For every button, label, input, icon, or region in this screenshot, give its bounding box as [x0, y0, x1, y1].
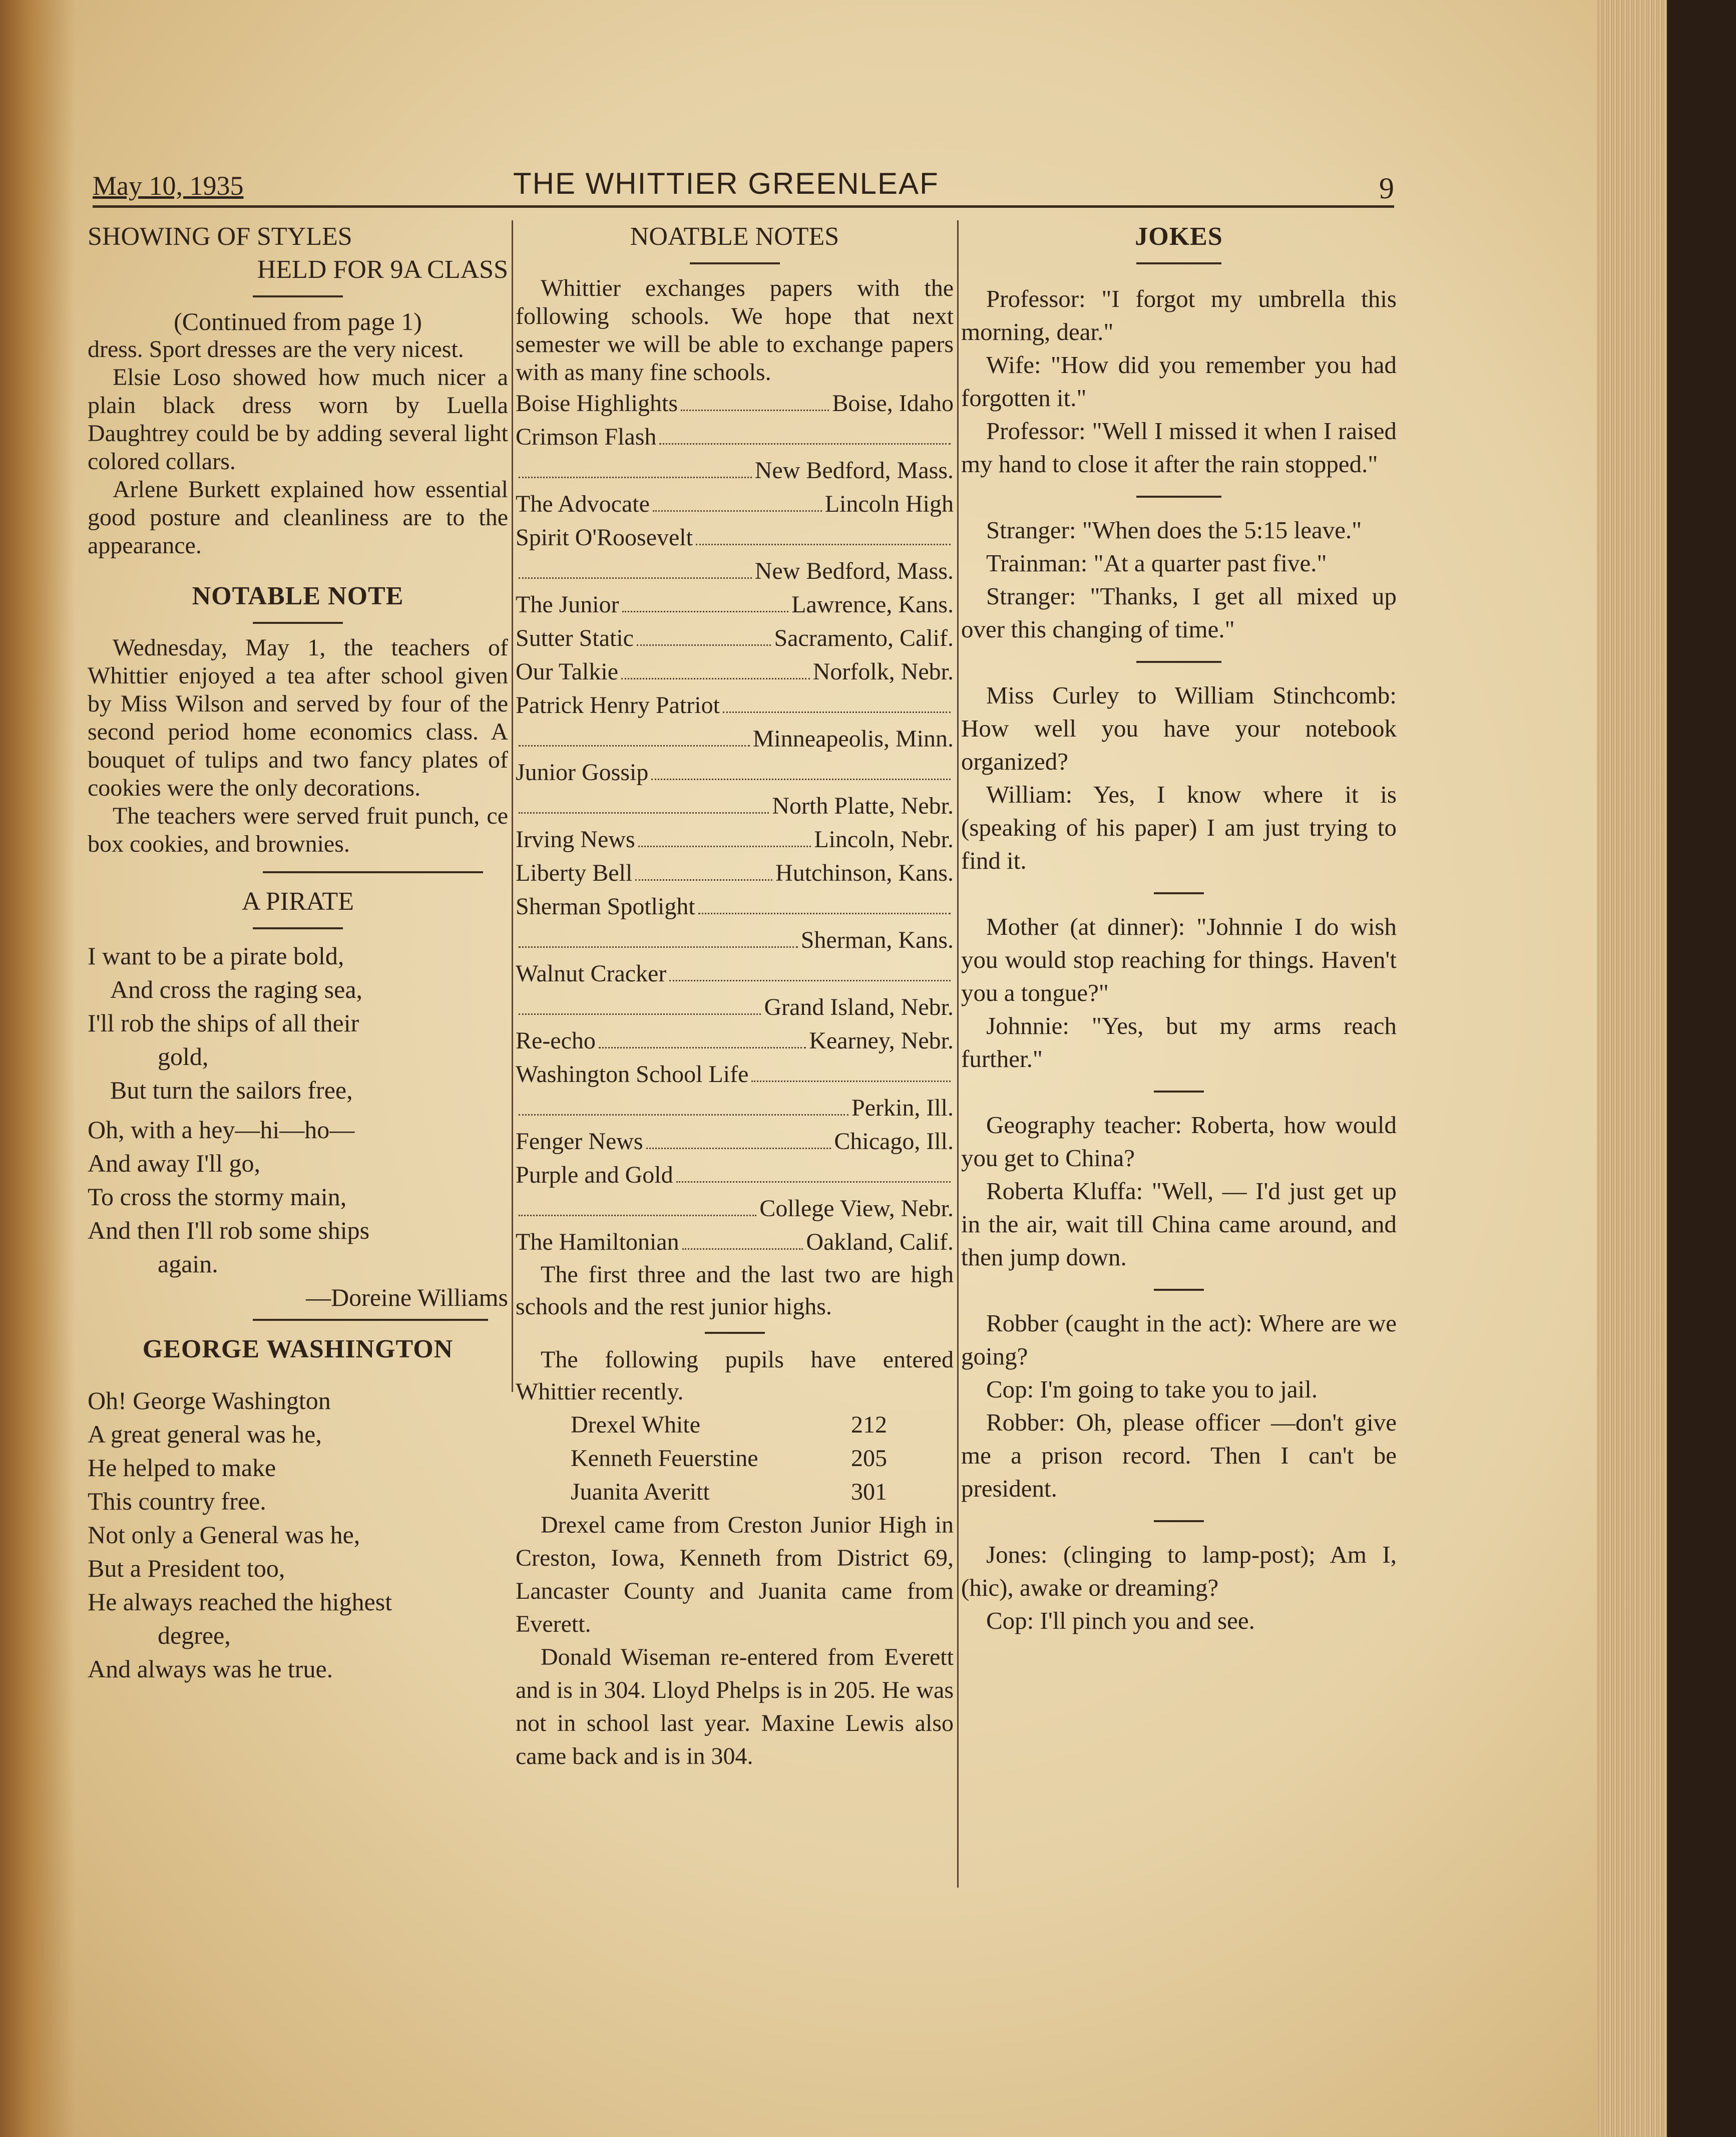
exchange-row — [516, 1125, 954, 1158]
joke-line: Cop: I'll pinch you and see. — [986, 1607, 1255, 1634]
exchange-row — [516, 957, 954, 990]
joke-line: Johnnie: "Yes, but my arms reach further." — [961, 1012, 1397, 1073]
jokes-title: JOKES — [1135, 222, 1223, 251]
exchange-row — [516, 890, 954, 923]
exchange-paper-name: Crimson Flash — [516, 424, 657, 450]
dot-leader — [622, 588, 789, 612]
exchange-row — [516, 856, 954, 890]
exchange-city: Kearney, Nebr. — [809, 1027, 954, 1054]
dot-leader — [659, 420, 951, 445]
joke-line: Stranger: "Thanks, I get all mixed up over this changing of time." — [961, 582, 1397, 643]
exchange-city: Boise, Idaho — [832, 390, 954, 417]
joke — [961, 910, 1397, 1076]
joke-line: Professor: "Well I missed it when I raised my hand to close it after the rain stopped." — [961, 417, 1397, 478]
exchange-row — [516, 1024, 954, 1057]
column-3 — [961, 220, 1397, 1637]
exchange-city: College View, Nebr. — [759, 1195, 954, 1222]
exchange-row — [516, 688, 954, 722]
title-rule — [690, 262, 780, 264]
exchange-row — [516, 454, 954, 487]
pupil-name: Juanita Averitt — [571, 1479, 710, 1505]
article-notable-note — [88, 580, 508, 858]
washington-title: GEORGE WASHINGTON — [142, 1335, 454, 1363]
exchange-paper-name: Irving News — [516, 826, 635, 853]
exchange-city: Lincoln High — [824, 491, 954, 517]
poem-author: —Doreine Williams — [306, 1283, 508, 1311]
exchange-paper-name: Our Talkie — [516, 658, 619, 685]
styles-paragraph: Elsie Loso showed how much nicer a plain black dress worn by Luella Daughtrey could be by adding several light colored collars. — [88, 364, 508, 475]
noatble-notes-title: NOATBLE NOTES — [630, 222, 839, 251]
section-rule — [263, 871, 483, 873]
dot-leader — [519, 789, 769, 814]
pupils-intro: The following pupils have entered Whittier recently. — [516, 1346, 954, 1405]
joke-separator — [1154, 892, 1204, 894]
exchange-row — [516, 1057, 954, 1091]
exchange-paper-name: Boise Highlights — [516, 390, 678, 417]
joke — [961, 514, 1397, 646]
dot-leader — [519, 554, 752, 579]
poem-line: again. — [158, 1250, 218, 1278]
article-styles — [88, 220, 508, 560]
poem-line: And away I'll go, — [88, 1149, 261, 1177]
joke-line: William: Yes, I know where it is (speaking of his paper) I am just trying to find it. — [961, 781, 1397, 874]
pupils-paragraph: Drexel came from Creston Junior High in Creston, Iowa, Kenneth from District 69, Lancaster County and Juanita came from Everett. — [516, 1512, 954, 1637]
issue-date: May 10, 1935 — [93, 171, 244, 201]
exchange-city: Minneapeolis, Minn. — [752, 726, 954, 752]
pupil-room: 212 — [851, 1411, 887, 1438]
title-rule — [253, 295, 343, 297]
exchange-row — [516, 1158, 954, 1192]
exchange-row — [516, 990, 954, 1024]
column-1 — [88, 220, 508, 1686]
joke-line: Stranger: "When does the 5:15 leave." — [986, 516, 1362, 544]
dot-leader — [646, 1125, 831, 1149]
page-number: 9 — [1379, 172, 1394, 205]
pupil-room: 205 — [851, 1445, 887, 1472]
dot-leader — [723, 688, 951, 713]
exchange-city: Norfolk, Nebr. — [812, 658, 954, 685]
joke-line: Professor: "I forgot my umbrella this morning, dear." — [961, 285, 1397, 345]
poem-line: This country free. — [88, 1487, 266, 1515]
poem-line: And then I'll rob some ships — [88, 1216, 370, 1244]
joke-separator — [1154, 1091, 1204, 1093]
pupil-room: 301 — [851, 1479, 887, 1505]
column-divider-1 — [512, 220, 513, 1392]
exchange-row — [516, 722, 954, 756]
exchange-city: Oakland, Calif. — [806, 1229, 954, 1255]
exchange-row — [516, 1225, 954, 1259]
poem-line: He helped to make — [88, 1454, 276, 1482]
joke-separator — [1136, 661, 1221, 663]
dot-leader — [696, 521, 951, 545]
joke-separator — [1154, 1289, 1204, 1291]
pupil-row — [516, 1475, 954, 1509]
joke-line: Roberta Kluffa: "Well, — I'd just get up in the air, wait till China came around, and then jump down. — [961, 1177, 1397, 1271]
title-rule — [253, 927, 343, 929]
poem-line: But turn the sailors free, — [110, 1076, 353, 1104]
notable-note-title: NOTABLE NOTE — [192, 582, 404, 610]
exchange-intro: Whittier exchanges papers with the following schools. We hope that next semester we will be able to exchange papers with as many fine schools. — [516, 275, 954, 386]
styles-title-line1: SHOWING OF STYLES — [88, 222, 352, 251]
exchange-row — [516, 923, 954, 957]
column-divider-2 — [957, 220, 959, 1888]
dot-leader — [621, 655, 810, 679]
continued-note: (Continued from page 1) — [174, 307, 422, 335]
styles-paragraph: dress. Sport dresses are the very nicest. — [88, 336, 464, 363]
dot-leader — [519, 454, 752, 478]
poem-line: A great general was he, — [88, 1420, 322, 1448]
exchange-row — [516, 521, 954, 554]
exchange-row — [516, 588, 954, 621]
exchange-row — [516, 554, 954, 588]
dot-leader — [519, 923, 798, 948]
joke-separator — [1136, 496, 1221, 498]
poem-line: I'll rob the ships of all their — [88, 1009, 359, 1037]
exchange-city: Hutchinson, Kans. — [775, 860, 954, 886]
joke — [961, 282, 1397, 481]
exchange-paper-name: Junior Gossip — [516, 759, 649, 786]
exchange-paper-name: Sutter Static — [516, 625, 634, 651]
dot-leader — [751, 1057, 951, 1082]
exchange-paper-name: Washington School Life — [516, 1061, 749, 1088]
joke-separator — [1154, 1520, 1204, 1522]
dot-leader — [638, 823, 811, 847]
poem-line: I want to be a pirate bold, — [88, 942, 344, 970]
pupils-paragraph: Donald Wiseman re-entered from Everett and is in 304. Lloyd Phelps is in 205. He was not in school last year. Maxine Lewis also came back and is in 304. — [516, 1644, 954, 1769]
exchange-paper-name: Liberty Bell — [516, 860, 633, 886]
exchange-paper-name: Walnut Cracker — [516, 960, 667, 987]
joke — [961, 1307, 1397, 1505]
exchange-row — [516, 1091, 954, 1125]
dot-leader — [698, 890, 951, 914]
exchange-row — [516, 387, 954, 420]
pupil-row — [516, 1408, 954, 1442]
header-rule — [93, 205, 1394, 208]
exchange-city: Perkin, Ill. — [851, 1095, 954, 1121]
exchange-row — [516, 487, 954, 521]
exchange-row — [516, 655, 954, 688]
joke-line: Trainman: "At a quarter past five." — [986, 549, 1327, 577]
poem-line: degree, — [158, 1621, 231, 1649]
exchange-city: Lincoln, Nebr. — [814, 826, 954, 853]
page-header — [93, 167, 1394, 215]
dot-leader — [635, 856, 772, 881]
joke-line: Cop: I'm going to take you to jail. — [986, 1375, 1318, 1403]
newspaper-title: THE WHITTIER GREENLEAF — [513, 167, 939, 200]
dot-leader — [651, 756, 951, 780]
jokes-list — [961, 282, 1397, 1637]
joke — [961, 1109, 1397, 1274]
dot-leader — [519, 990, 761, 1015]
exchange-city: Sherman, Kans. — [800, 927, 954, 953]
exchange-city: Grand Island, Nebr. — [764, 994, 954, 1020]
poem-line: And cross the raging sea, — [110, 975, 363, 1003]
pupil-row — [516, 1442, 954, 1475]
page-edge-stack — [1597, 0, 1667, 2137]
dot-leader — [519, 1091, 848, 1116]
exchange-paper-name: The Hamiltonian — [516, 1229, 679, 1255]
joke-line: Wife: "How did you remember you had forgotten it." — [961, 351, 1397, 412]
title-rule — [253, 622, 343, 624]
column-2 — [516, 220, 954, 1773]
poem-line: Not only a General was he, — [88, 1521, 360, 1549]
joke — [961, 679, 1397, 877]
dot-leader — [682, 1225, 803, 1250]
exchange-row — [516, 621, 954, 655]
joke-line: Jones: (clinging to lamp-post); Am I, (hic), awake or dreaming? — [961, 1541, 1397, 1601]
joke — [961, 1538, 1397, 1637]
joke-line: Robber: Oh, please officer —don't give me a prison record. Then I can't be president. — [961, 1408, 1397, 1502]
dot-leader — [681, 387, 829, 411]
poem-line: To cross the stormy main, — [88, 1183, 347, 1211]
dot-leader — [599, 1024, 806, 1048]
exchange-city: Chicago, Ill. — [834, 1128, 954, 1155]
notable-paragraph: The teachers were served fruit punch, ce box cookies, and brownies. — [88, 803, 508, 857]
dot-leader — [669, 957, 951, 981]
poem-line: gold, — [158, 1042, 209, 1071]
exchange-row — [516, 420, 954, 454]
joke-line: Mother (at dinner): "Johnnie I do wish you would stop reaching for things. Haven't you a tongue?" — [961, 913, 1397, 1006]
poem-line: Oh, with a hey—hi—ho— — [88, 1116, 355, 1144]
exchange-paper-name: Re-echo — [516, 1027, 596, 1054]
poem-line: He always reached the highest — [88, 1588, 392, 1616]
pirate-title: A PIRATE — [242, 887, 354, 916]
exchange-row — [516, 789, 954, 823]
binding-gutter-shadow — [0, 0, 75, 2137]
poem-george-washington — [88, 1333, 508, 1686]
title-rule — [1136, 262, 1221, 264]
exchange-city: Sacramento, Calif. — [774, 625, 954, 651]
exchange-paper-name: Purple and Gold — [516, 1162, 673, 1188]
poem-line: And always was he true. — [88, 1655, 333, 1683]
poem-line: Oh! George Washington — [88, 1386, 331, 1414]
section-rule — [705, 1332, 765, 1334]
joke-line: Robber (caught in the act): Where are we going? — [961, 1309, 1397, 1370]
exchange-city: New Bedford, Mass. — [754, 457, 954, 484]
exchange-row — [516, 756, 954, 789]
exchange-note: The first three and the last two are high schools and the rest junior highs. — [516, 1261, 954, 1320]
dot-leader — [676, 1158, 951, 1183]
exchange-paper-name: The Advocate — [516, 491, 650, 517]
exchange-city: Lawrence, Kans. — [791, 591, 954, 618]
dot-leader — [519, 1192, 756, 1216]
section-rule — [253, 1319, 488, 1321]
exchange-paper-name: Spirit O'Roosevelt — [516, 524, 693, 551]
exchange-city: North Platte, Nebr. — [772, 793, 954, 819]
exchange-paper-name: The Junior — [516, 591, 619, 618]
exchange-paper-name: Fenger News — [516, 1128, 643, 1155]
exchange-paper-name: Sherman Spotlight — [516, 893, 695, 920]
exchange-city: New Bedford, Mass. — [754, 558, 954, 584]
pupil-name: Kenneth Feuerstine — [571, 1445, 758, 1472]
exchange-paper-name: Patrick Henry Patriot — [516, 692, 720, 719]
dot-leader — [519, 722, 750, 747]
joke-line: Geography teacher: Roberta, how would you get to China? — [961, 1111, 1397, 1172]
joke-line: Miss Curley to William Stinchcomb: How well you have your notebook organized? — [961, 681, 1397, 775]
exchange-list — [516, 387, 954, 1259]
exchange-row — [516, 1192, 954, 1225]
notable-paragraph: Wednesday, May 1, the teachers of Whittier enjoyed a tea after school given by Miss Wilson and served by four of the second period home economics class. A bouquet of tulips and two fancy plates of cookies were the only decorations. — [88, 634, 508, 801]
poem-line: But a President too, — [88, 1554, 285, 1582]
dot-leader — [637, 621, 771, 646]
poem-a-pirate — [88, 885, 508, 1314]
exchange-row — [516, 823, 954, 856]
pupil-name: Drexel White — [571, 1411, 701, 1438]
styles-paragraph: Arlene Burkett explained how essential good posture and cleanliness are to the appearance. — [88, 476, 508, 559]
styles-title-line2: HELD FOR 9A CLASS — [257, 255, 508, 284]
dot-leader — [653, 487, 822, 512]
pupil-list — [516, 1408, 954, 1509]
